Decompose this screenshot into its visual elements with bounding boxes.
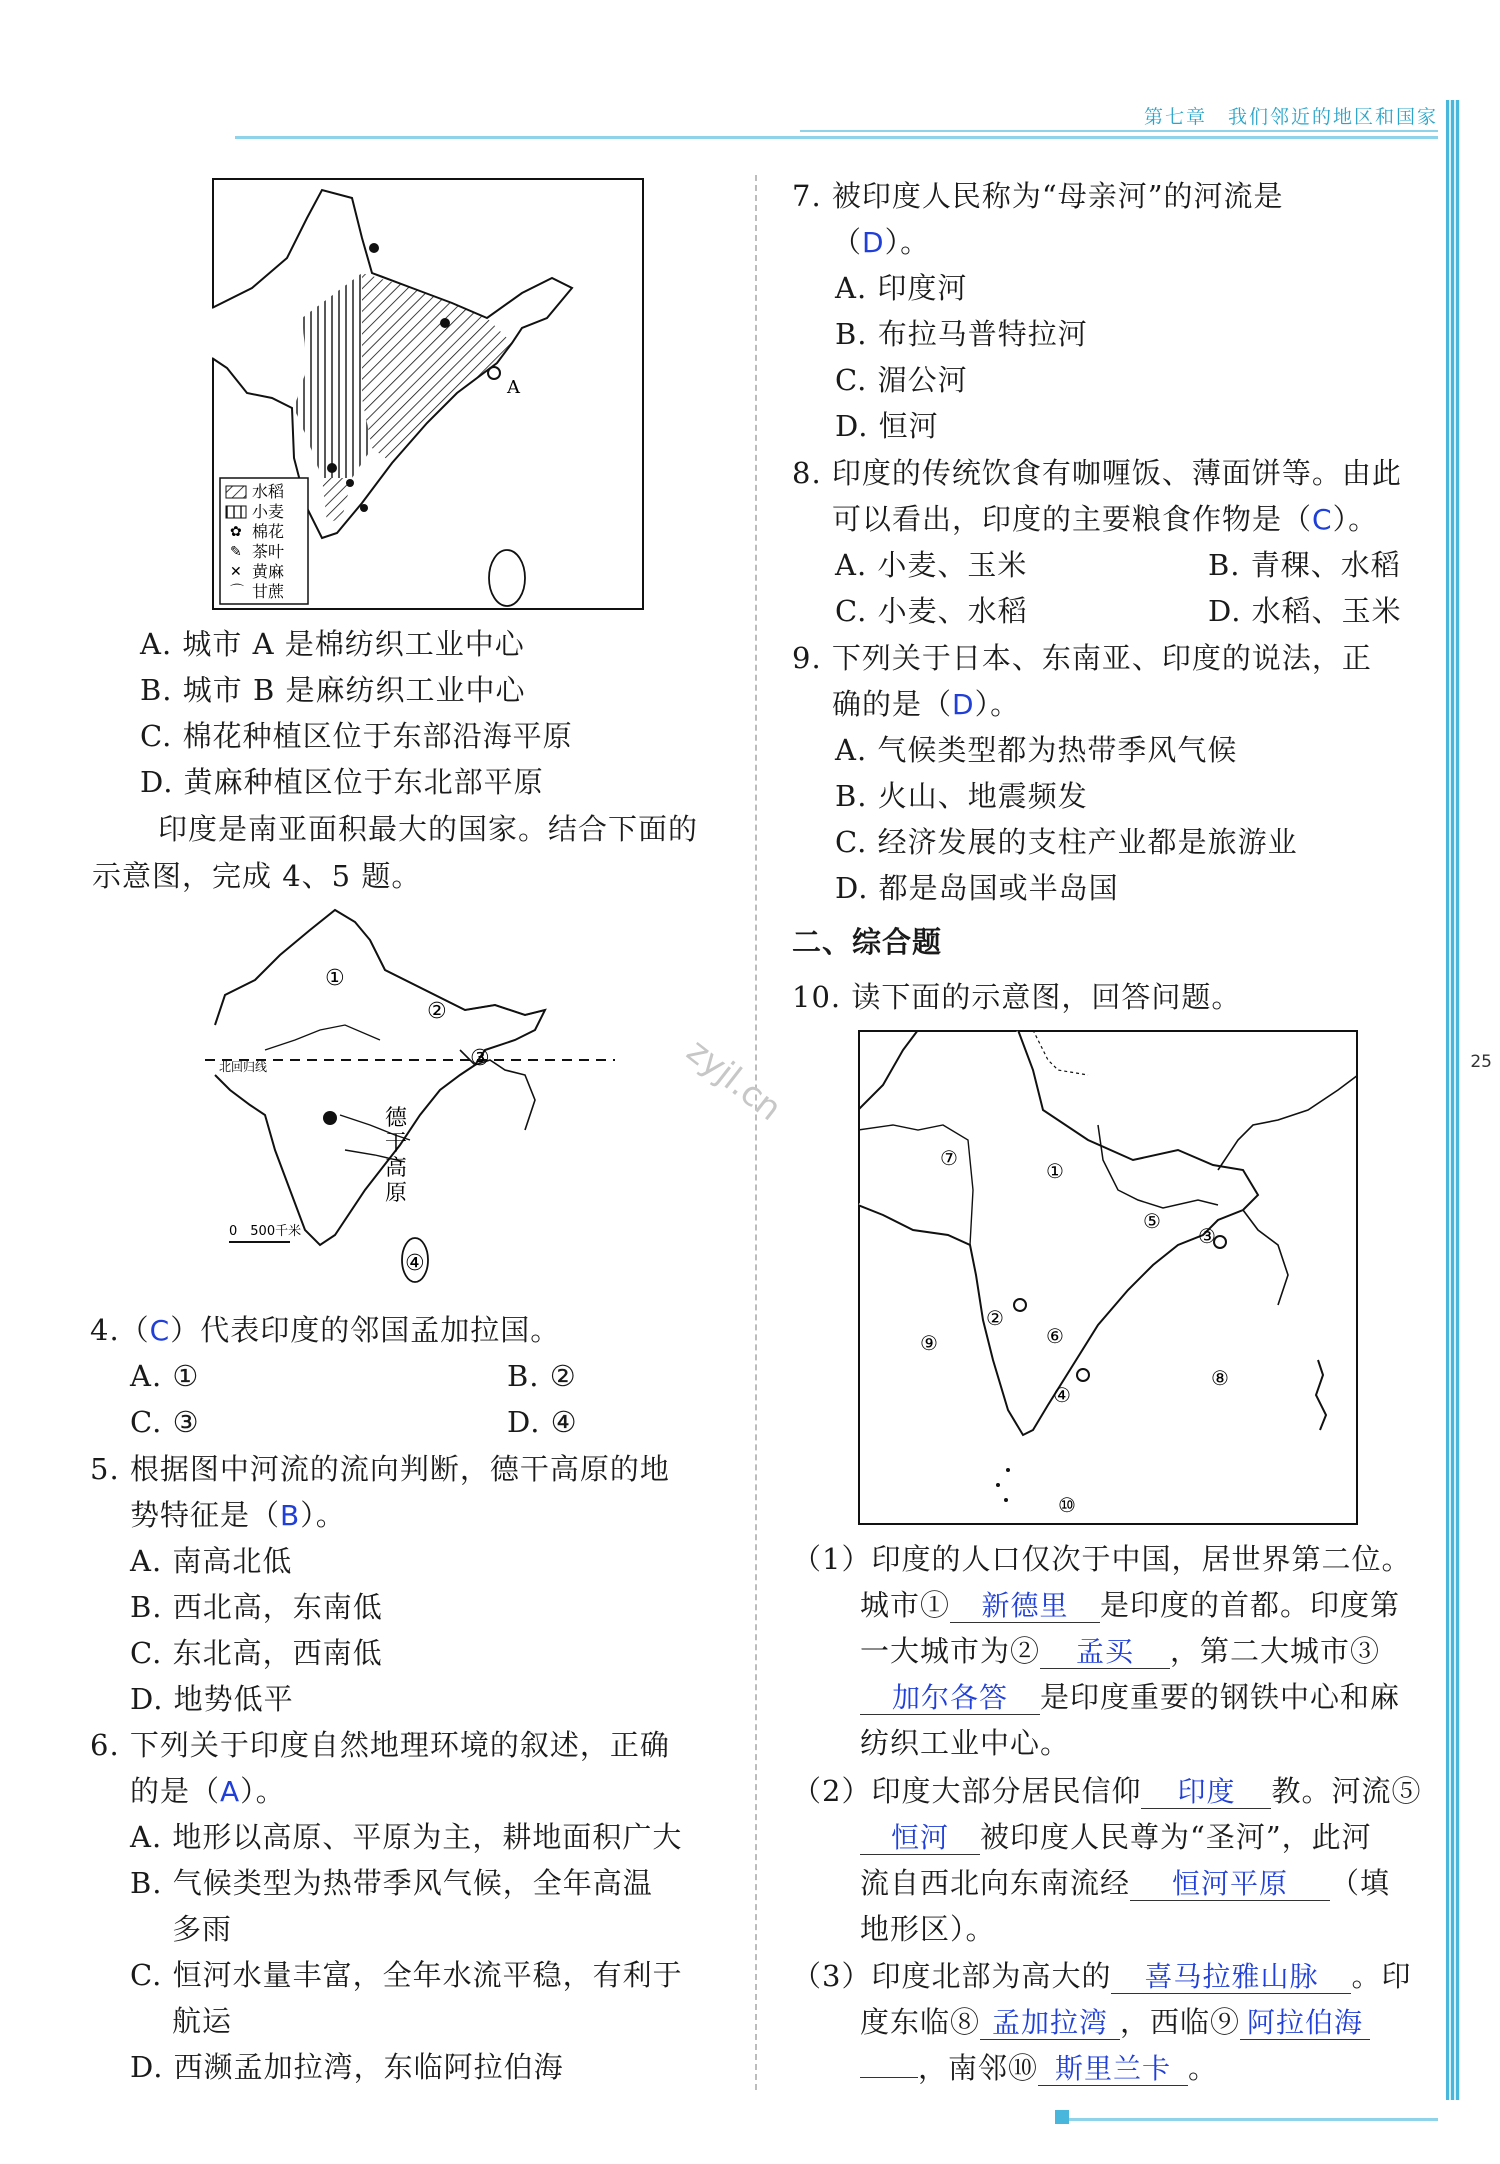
india-map — [858, 1030, 1358, 1525]
q7-option-d: D. 恒河 — [835, 409, 939, 443]
svg-text:✕: ✕ — [230, 564, 242, 580]
q10-p1-line4: 加尔各答 是印度重要的钢铁中心和麻 — [860, 1683, 1400, 1715]
tropic-label: 北回归线 — [219, 1060, 268, 1074]
q3-option-d: D. 黄麻种植区位于东北部平原 — [140, 765, 544, 799]
q10-p2-answer-1: 印度 — [1141, 1777, 1271, 1809]
legend-sugarcane: 甘蔗 — [252, 582, 285, 601]
q10-p2-answer-3: 恒河平原 — [1130, 1869, 1330, 1901]
map3-marker-2: ② — [986, 1306, 1004, 1330]
q8-option-c: C. 小麦、水稻 — [835, 594, 1028, 628]
q10-p3-line1: （3）印度北部为高大的 喜马拉雅山脉 。印 — [792, 1959, 1412, 1993]
map2-marker-1: ① — [325, 966, 345, 991]
q8-answer: C — [1312, 503, 1333, 536]
intro-4-5-line2: 示意图，完成 4、5 题。 — [92, 859, 422, 893]
map3-marker-9: ⑨ — [920, 1331, 938, 1355]
city-a-label: A — [507, 377, 520, 398]
legend-tea: 茶叶 — [252, 542, 285, 561]
q10-p1-line2: 城市① 新德里 是印度的首都。印度第 — [860, 1588, 1401, 1622]
q5-line2: 势特征是（B）。 — [130, 1498, 346, 1532]
svg-text:✿: ✿ — [230, 524, 242, 540]
q4-answer: C — [149, 1314, 171, 1347]
q10-p1-answer-2: 孟买 — [1040, 1637, 1170, 1669]
map3-marker-5: ⑤ — [1143, 1209, 1161, 1233]
intro-4-5-line1: 印度是南亚面积最大的国家。结合下面的 — [158, 812, 699, 846]
q6-option-b: B. 气候类型为热带季风气候，全年高温 — [130, 1866, 653, 1900]
header-rule-short — [800, 130, 1438, 132]
plateau-char-3: 高 — [385, 1156, 408, 1181]
q10-p2-line4: 地形区）。 — [860, 1912, 996, 1946]
q10-p2-line3: 流自西北向东南流经 恒河平原 （填 — [860, 1866, 1391, 1900]
q9-line1: 9. 下列关于日本、东南亚、印度的说法，正 — [792, 641, 1372, 675]
svg-text:⌒: ⌒ — [230, 584, 244, 600]
q5-line1: 5. 根据图中河流的流向判断，德干高原的地 — [90, 1452, 670, 1486]
page-number: 25 — [1470, 1052, 1492, 1072]
q3-option-c: C. 棉花种植区位于东部沿海平原 — [140, 719, 573, 753]
map3-marker-6: ⑥ — [1046, 1324, 1064, 1348]
q10-p3-line3: ，南邻⑩ 斯里兰卡 。 — [860, 2054, 1218, 2086]
svg-text:✎: ✎ — [230, 544, 242, 560]
q5-option-c: C. 东北高，西南低 — [130, 1636, 383, 1670]
q9-answer: D — [952, 688, 975, 721]
header-rule — [235, 136, 1438, 139]
q7-option-b: B. 布拉马普特拉河 — [835, 317, 1088, 351]
legend-cotton: 棉花 — [252, 522, 285, 541]
q8-line1: 8. 印度的传统饮食有咖喱饭、薄面饼等。由此 — [792, 456, 1402, 490]
legend-rice: 水稻 — [252, 482, 285, 501]
q8-option-b: B. 青稞、水稻 — [1208, 548, 1401, 582]
q8-line2: 可以看出，印度的主要粮食作物是（C）。 — [832, 502, 1379, 536]
footer-rule — [1055, 2118, 1438, 2121]
q9-option-a: A. 气候类型都为热带季风气候 — [835, 733, 1238, 767]
q10-p3-answer-1: 喜马拉雅山脉 — [1111, 1962, 1351, 1994]
map3-marker-7: ⑦ — [940, 1146, 958, 1170]
map3-marker-1: ① — [1046, 1159, 1064, 1183]
q6-line1: 6. 下列关于印度自然地理环境的叙述，正确 — [90, 1728, 670, 1762]
q10-stem: 10. 读下面的示意图，回答问题。 — [792, 980, 1242, 1014]
q9-option-c: C. 经济发展的支柱产业都是旅游业 — [835, 825, 1298, 859]
q10-p2-answer-2: 恒河 — [860, 1823, 980, 1855]
plateau-char-2: 干 — [385, 1131, 408, 1156]
q3-option-a: A. 城市 A 是棉纺织工业中心 — [140, 627, 525, 661]
q4-option-c: C. ③ — [130, 1405, 200, 1439]
q4-question: 4.（C）代表印度的邻国孟加拉国。 — [90, 1313, 561, 1347]
scale-label: 0 500千米 — [229, 1224, 302, 1239]
legend-jute: 黄麻 — [252, 562, 285, 581]
plateau-char-1: 德 — [385, 1106, 408, 1131]
map2-marker-4: ④ — [405, 1251, 425, 1276]
q3-option-b: B. 城市 B 是麻纺织工业中心 — [140, 673, 526, 707]
chapter-title: 第七章 我们邻近的地区和国家 — [1143, 106, 1438, 128]
q8-option-a: A. 小麦、玉米 — [835, 548, 1028, 582]
q10-p3-answer-2: 孟加拉湾 — [980, 2008, 1120, 2040]
q9-option-d: D. 都是岛国或半岛国 — [835, 871, 1119, 905]
legend-wheat: 小麦 — [252, 502, 285, 521]
map3-marker-4: ④ — [1053, 1383, 1071, 1407]
column-divider — [755, 175, 757, 2090]
q10-p1-line5: 纺织工业中心。 — [860, 1726, 1071, 1760]
page-edge-bar — [1446, 100, 1460, 2100]
q10-p3-blank — [860, 2077, 918, 2078]
south-asia-map — [205, 900, 615, 1310]
q10-p1-line1: （1）印度的人口仅次于中国，居世界第二位。 — [792, 1542, 1412, 1576]
q8-option-d: D. 水稻、玉米 — [1208, 594, 1402, 628]
q7-option-a: A. 印度河 — [835, 271, 968, 305]
q10-p3-answer-4: 斯里兰卡 — [1038, 2054, 1188, 2086]
q4-option-d: D. ④ — [507, 1405, 578, 1439]
q6-option-a: A. 地形以高原、平原为主，耕地面积广大 — [130, 1820, 683, 1854]
map3-marker-8: ⑧ — [1211, 1366, 1229, 1390]
footer-marker — [1055, 2110, 1069, 2124]
q9-line2: 确的是（D）。 — [832, 687, 1021, 721]
q6-option-b-cont: 多雨 — [172, 1912, 233, 1946]
q5-option-a: A. 南高北低 — [130, 1544, 293, 1578]
map3-marker-3: ③ — [1198, 1224, 1216, 1248]
q10-p1-answer-3: 加尔各答 — [860, 1683, 1040, 1715]
q6-option-c: C. 恒河水量丰富，全年水流平稳，有利于 — [130, 1958, 683, 1992]
q10-p3-answer-3: 阿拉伯海 — [1240, 2008, 1370, 2040]
page-header — [0, 0, 1500, 150]
q6-line2: 的是（A）。 — [130, 1774, 286, 1808]
q7-answer: D — [862, 226, 885, 259]
q5-answer: B — [280, 1499, 301, 1532]
q10-p2-line2: 恒河 被印度人民尊为“圣河”，此河 — [860, 1823, 1372, 1855]
q6-option-c-cont: 航运 — [172, 2004, 233, 2038]
watermark: zyjl.cn — [679, 1031, 789, 1129]
map3-marker-10: ⑩ — [1058, 1493, 1076, 1517]
q7-line1: 7. 被印度人民称为“母亲河”的河流是 — [792, 179, 1284, 213]
q4-option-a: A. ① — [130, 1359, 200, 1393]
section-heading: 二、综合题 — [792, 925, 943, 959]
q10-p3-line2: 度东临⑧ 孟加拉湾 ，西临⑨ 阿拉伯海 — [860, 2008, 1370, 2040]
q5-option-b: B. 西北高，东南低 — [130, 1590, 383, 1624]
crop-map — [212, 178, 644, 610]
q6-option-d: D. 西濒孟加拉湾，东临阿拉伯海 — [130, 2050, 564, 2084]
q9-option-b: B. 火山、地震频发 — [835, 779, 1088, 813]
q6-answer: A — [220, 1775, 241, 1808]
q5-option-d: D. 地势低平 — [130, 1682, 294, 1716]
map2-marker-2: ② — [427, 999, 447, 1024]
q4-option-b: B. ② — [507, 1359, 577, 1393]
q10-p1-answer-1: 新德里 — [950, 1591, 1100, 1623]
plateau-char-4: 原 — [385, 1181, 408, 1206]
q7-option-c: C. 湄公河 — [835, 363, 968, 397]
q10-p2-line1: （2）印度大部分居民信仰 印度 教。河流⑤ — [792, 1774, 1422, 1808]
map2-marker-3: ③ — [470, 1046, 490, 1071]
q7-line2: （D）。 — [832, 225, 931, 259]
q10-p1-line3: 一大城市为② 孟买 ，第二大城市③ — [860, 1634, 1381, 1668]
